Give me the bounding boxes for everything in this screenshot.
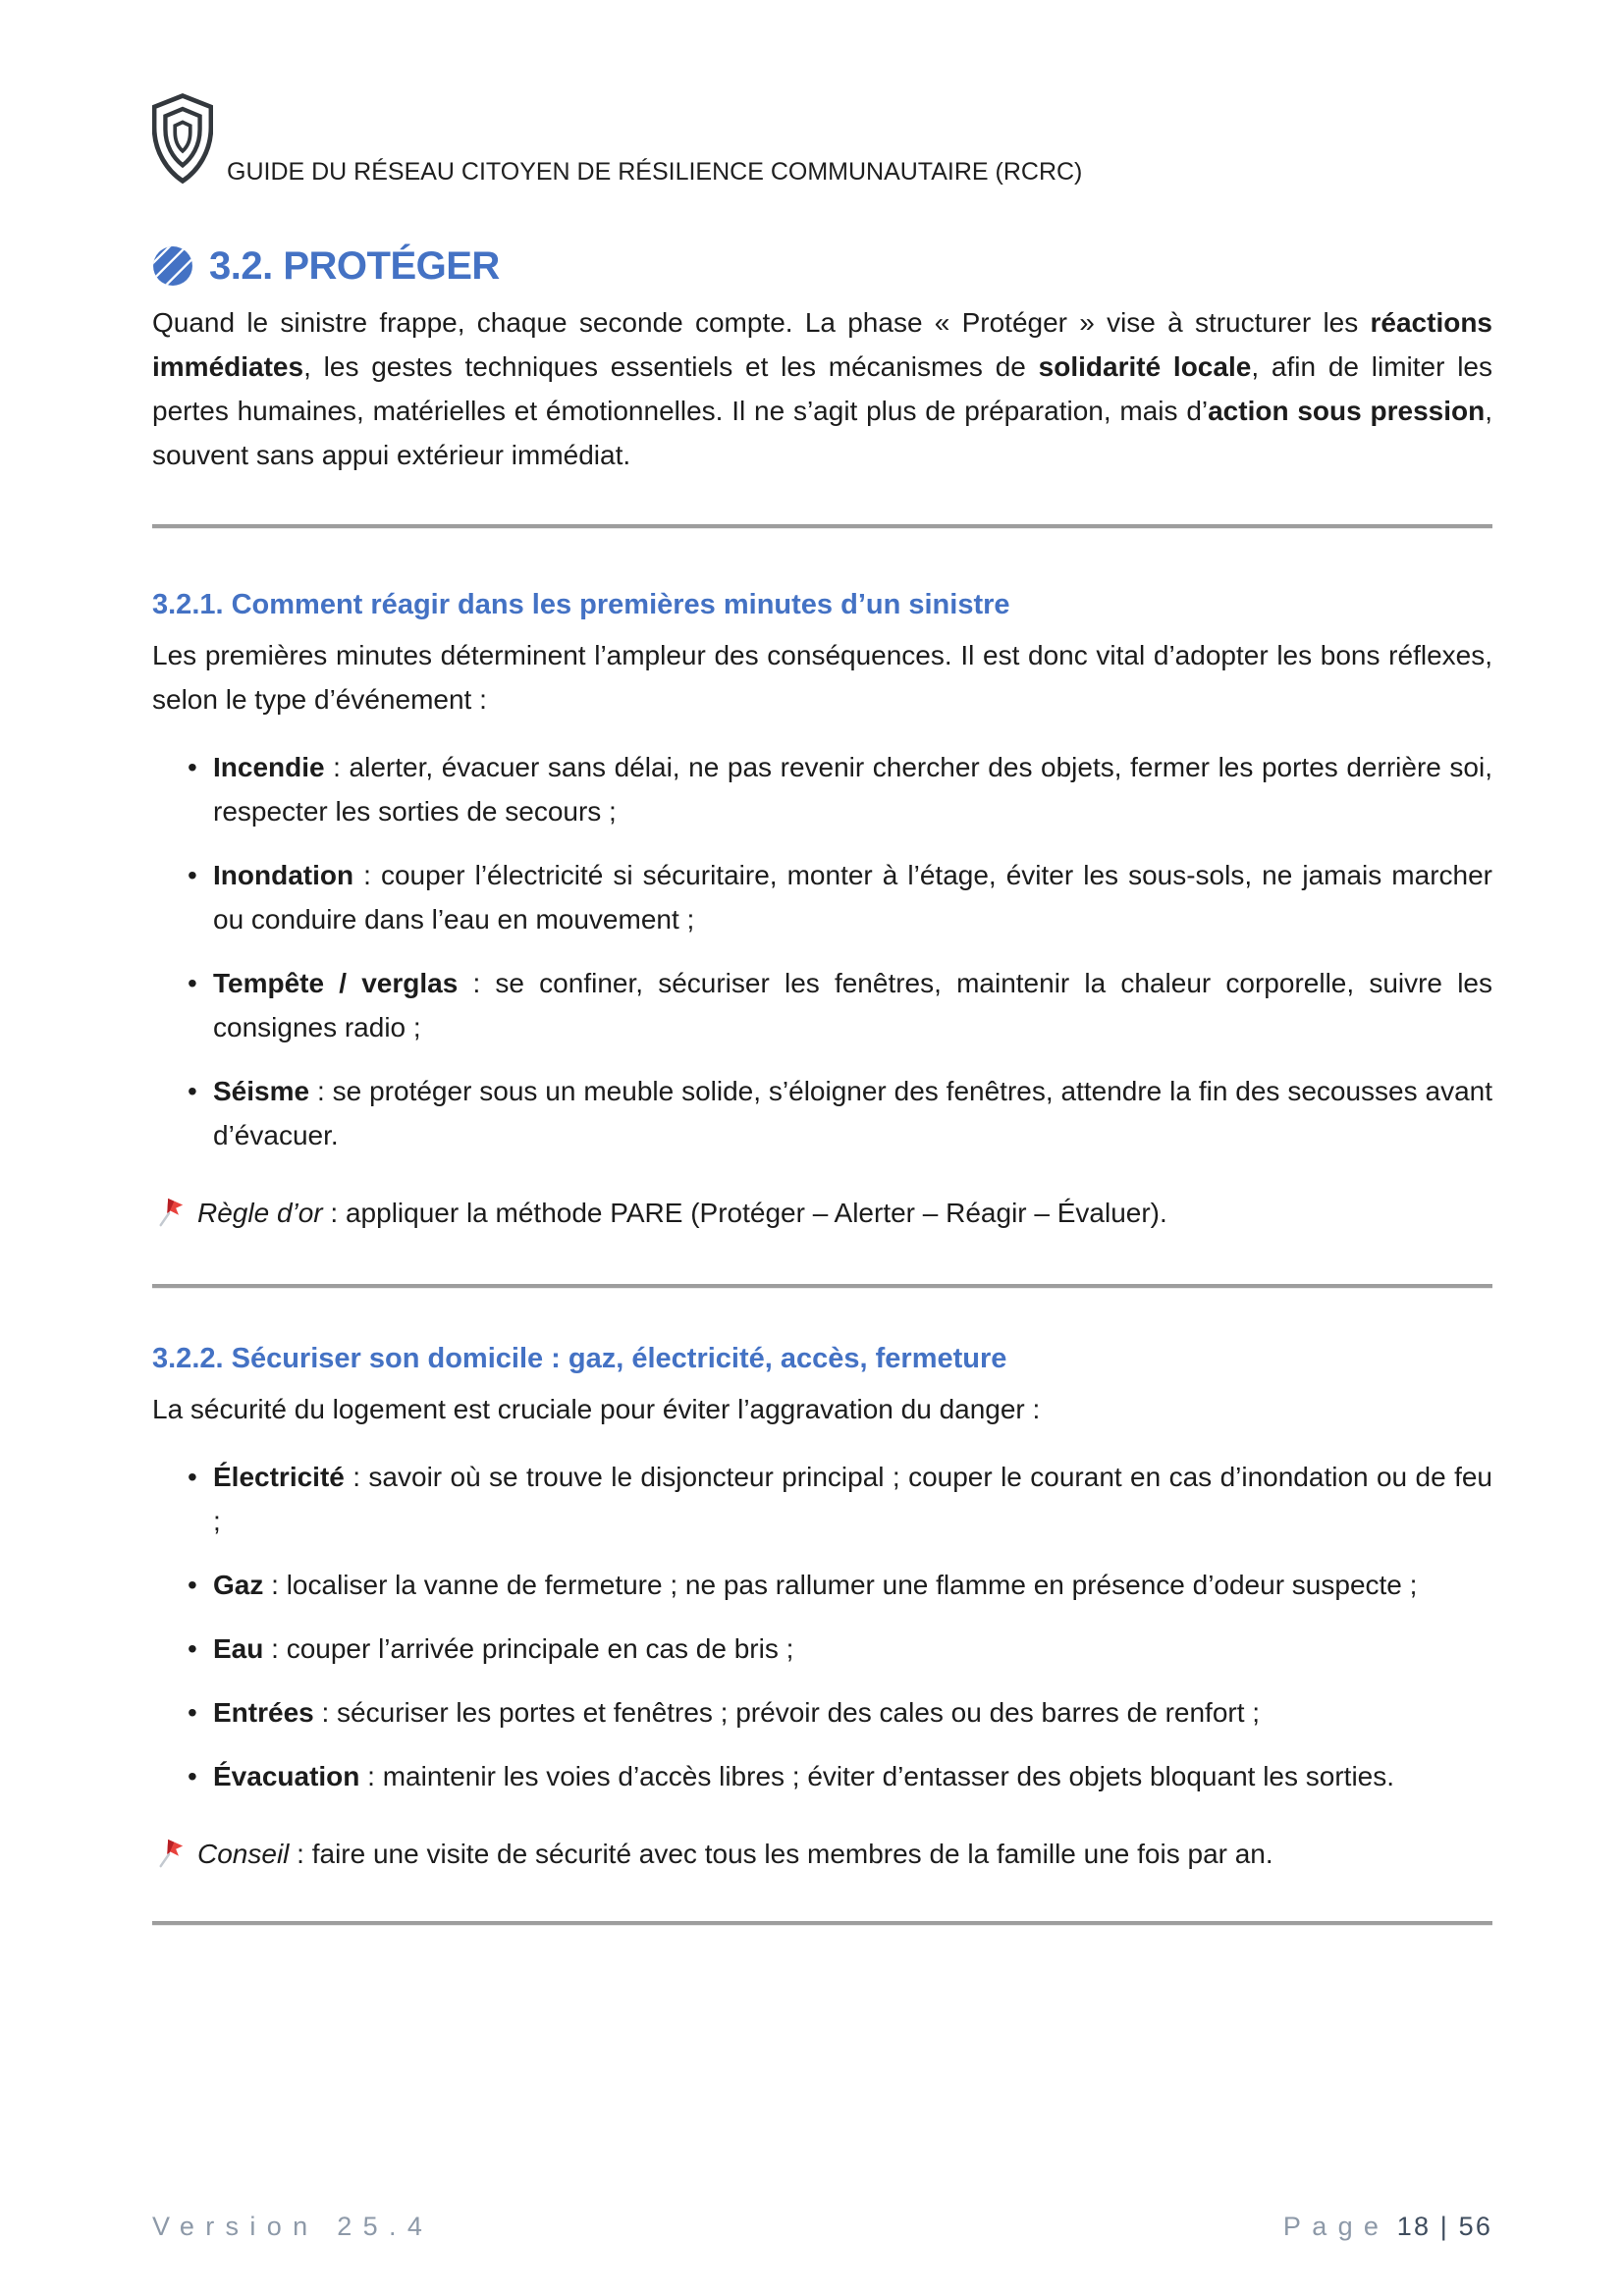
subsection-heading: 3.2.1. Comment réagir dans les premières minutes d’un sinistre (152, 589, 1010, 620)
note-text: : faire une visite de sécurité avec tous les membres de la famille une fois par an. (289, 1839, 1273, 1869)
footer-page-word: Page (1282, 2212, 1390, 2241)
bullet-text: : alerter, évacuer sans délai, ne pas revenir chercher des objets, fermer les portes derrière soi, respecter les sorties de secours ; (213, 752, 1492, 827)
bullet-text: : se protéger sous un meuble solide, s’éloigner des fenêtres, attendre la fin des secousses avant d’évacuer. (213, 1076, 1492, 1150)
list-item (152, 961, 1492, 1049)
pushpin-icon (156, 1195, 186, 1228)
note-text-block (197, 1191, 1492, 1235)
bullet-text: : savoir où se trouve le disjoncteur principal ; couper le courant en cas d’inondation ou de feu ; (213, 1462, 1492, 1536)
note-row (152, 1832, 1492, 1876)
subsection-lead: La sécurité du logement est cruciale pour éviter l’aggravation du danger : (152, 1394, 1041, 1424)
pushpin-icon (156, 1836, 186, 1869)
list-item (152, 853, 1492, 941)
subsection-321 (152, 586, 1492, 1235)
page-header (152, 86, 1492, 190)
list-item (152, 1563, 1492, 1607)
note-label: Conseil (197, 1839, 290, 1869)
bullet-term: Inondation (213, 860, 354, 890)
bullet-text: : couper l’électricité si sécuritaire, monter à l’étage, éviter les sous-sols, ne jamais marcher ou conduire dans l’eau en mouvement ; (213, 860, 1492, 934)
hatched-circle-icon (152, 245, 193, 287)
bullet-term: Évacuation (213, 1761, 360, 1791)
bullet-text: : sécuriser les portes et fenêtres ; prévoir des cales ou des barres de renfort ; (313, 1697, 1261, 1728)
list-item (152, 1627, 1492, 1671)
subsection-heading: 3.2.2. Sécuriser son domicile : gaz, électricité, accès, fermeture (152, 1343, 1007, 1374)
bullet-text: : couper l’arrivée principale en cas de bris ; (263, 1633, 794, 1664)
section-divider (152, 524, 1492, 529)
list-item (152, 1069, 1492, 1157)
bullet-term: Eau (213, 1633, 264, 1664)
note-text-block (197, 1832, 1492, 1876)
nested-shield-logo-icon (152, 86, 213, 190)
bullet-list (152, 745, 1492, 1157)
bullet-term: Séisme (213, 1076, 310, 1106)
footer-page-numbers: 18 | 56 (1396, 2212, 1492, 2241)
bullet-term: Incendie (213, 752, 325, 782)
section-heading-row (152, 243, 1492, 289)
intro-paragraph: Quand le sinistre frappe, chaque seconde compte. La phase « Protéger » vise à structurer les réactions immédiates, les gestes techniques essentiels et les mécanismes de solidarité locale, afin de limiter les pertes humaines, matérielles et émotionnelles. Il ne s’agit plus de préparation, mais d’action sous pression, souvent sans appui extérieur immédiat. (152, 307, 1492, 470)
bullet-text: : localiser la vanne de fermeture ; ne pas rallumer une flamme en présence d’odeur suspecte ; (263, 1570, 1418, 1600)
subsection-lead: Les premières minutes déterminent l’ampleur des conséquences. Il est donc vital d’adopter les bons réflexes, selon le type d’événement : (152, 640, 1492, 715)
subsection-322 (152, 1340, 1492, 1876)
footer-page-indicator (1283, 2205, 1492, 2249)
bullet-list (152, 1455, 1492, 1798)
page-footer (152, 2205, 1492, 2249)
bullet-term: Électricité (213, 1462, 345, 1492)
list-item (152, 745, 1492, 833)
bullet-text: : maintenir les voies d’accès libres ; éviter d’entasser des objets bloquant les sorties. (359, 1761, 1395, 1791)
section-divider (152, 1921, 1492, 1926)
section-divider (152, 1284, 1492, 1289)
bullet-term: Gaz (213, 1570, 264, 1600)
list-item (152, 1455, 1492, 1543)
bullet-term: Entrées (213, 1697, 314, 1728)
bullet-term: Tempête / verglas (213, 968, 459, 998)
note-row (152, 1191, 1492, 1235)
footer-version-label: Version 25.4 (152, 2212, 434, 2241)
list-item (152, 1690, 1492, 1735)
document-title: GUIDE DU RÉSEAU CITOYEN DE RÉSILIENCE COMMUNAUTAIRE (RCRC) (227, 158, 1083, 186)
bullet-text: : se confiner, sécuriser les fenêtres, maintenir la chaleur corporelle, suivre les consignes radio ; (213, 968, 1492, 1042)
list-item (152, 1754, 1492, 1798)
note-text: : appliquer la méthode PARE (Protéger – Alerter – Réagir – Évaluer). (322, 1198, 1167, 1228)
section-title: 3.2. PROTÉGER (209, 244, 500, 288)
note-label: Règle d’or (197, 1198, 323, 1228)
